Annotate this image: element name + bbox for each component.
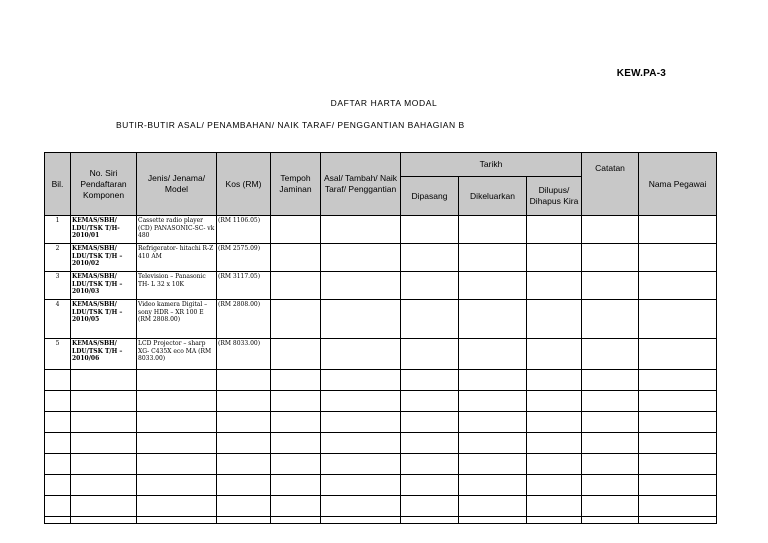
header-dilupus: Dilupus/ Dihapus Kira: [527, 177, 582, 216]
document-subtitle: BUTIR-BUTIR ASAL/ PENAMBAHAN/ NAIK TARAF/ PENGGANTIAN BAHAGIAN B: [116, 120, 465, 130]
cell-no-siri: KEMAS/SBH/ LDU/TSK T/H – 2010/06: [71, 339, 137, 370]
cell-jenis: Cassette radio player (CD) PANASONIC-SC- vk 480: [137, 216, 217, 244]
header-jenis: Jenis/ Jenama/ Model: [137, 153, 217, 216]
empty-row: [45, 433, 717, 454]
form-code: KEW.PA-3: [616, 68, 666, 79]
header-nama: Nama Pegawai: [639, 153, 717, 216]
empty-row: [45, 370, 717, 391]
empty-row: [45, 496, 717, 517]
cell-kos: (RM 8033.00): [217, 339, 271, 370]
empty-row: [45, 475, 717, 496]
header-catatan: Catatan: [582, 153, 639, 216]
header-dikeluarkan: Dikeluarkan: [459, 177, 527, 216]
table-row: [45, 216, 717, 244]
empty-row: [45, 391, 717, 412]
table-row: [45, 339, 717, 370]
cell-no-siri: KEMAS/SBH/ LDU/TSK T/H – 2010/02: [71, 244, 137, 272]
table-row: [45, 244, 717, 272]
header-bil: Bil.: [45, 153, 71, 216]
cell-jenis: LCD Projector – sharp XG- C435X eco MA (RM 8033.00): [137, 339, 217, 370]
cell-jenis: Video kamera Digital – sony HDR – XR 100 E (RM 2808.00): [137, 300, 217, 339]
header-dipasang: Dipasang: [401, 177, 459, 216]
cell-kos: (RM 3117.05): [217, 272, 271, 300]
cell-bil: 4: [45, 300, 71, 339]
cell-bil: 2: [45, 244, 71, 272]
header-kos: Kos (RM): [217, 153, 271, 216]
cell-jenis: Refrigerator- hitachi R-Z 410 AM: [137, 244, 217, 272]
cell-bil: 5: [45, 339, 71, 370]
cell-jenis: Television – Panasonic TH- L 32 x 10K: [137, 272, 217, 300]
empty-row: [45, 454, 717, 475]
empty-row: [45, 412, 717, 433]
document-title: DAFTAR HARTA MODAL: [330, 98, 438, 108]
header-no-siri: No. Siri Pendaftaran Komponen: [71, 153, 137, 216]
header-tempoh: Tempoh Jaminan: [271, 153, 321, 216]
cell-kos: (RM 2575.09): [217, 244, 271, 272]
cell-no-siri: KEMAS/SBH/ LDU/TSK T/H – 2010/03: [71, 272, 137, 300]
table-row: [45, 300, 717, 339]
asset-table: [44, 152, 717, 524]
cell-kos: (RM 2808.00): [217, 300, 271, 339]
cell-no-siri: KEMAS/SBH/ LDU/TSK T/H – 2010/05: [71, 300, 137, 339]
header-tarikh: Tarikh: [401, 153, 582, 177]
header-asal: Asal/ Tambah/ Naik Taraf/ Penggantian: [321, 153, 401, 216]
empty-row: [45, 517, 717, 524]
cell-no-siri: KEMAS/SBH/ LDU/TSK T/H-2010/01: [71, 216, 137, 244]
cell-bil: 3: [45, 272, 71, 300]
cell-bil: 1: [45, 216, 71, 244]
cell-kos: (RM 1106.05): [217, 216, 271, 244]
table-row: [45, 272, 717, 300]
